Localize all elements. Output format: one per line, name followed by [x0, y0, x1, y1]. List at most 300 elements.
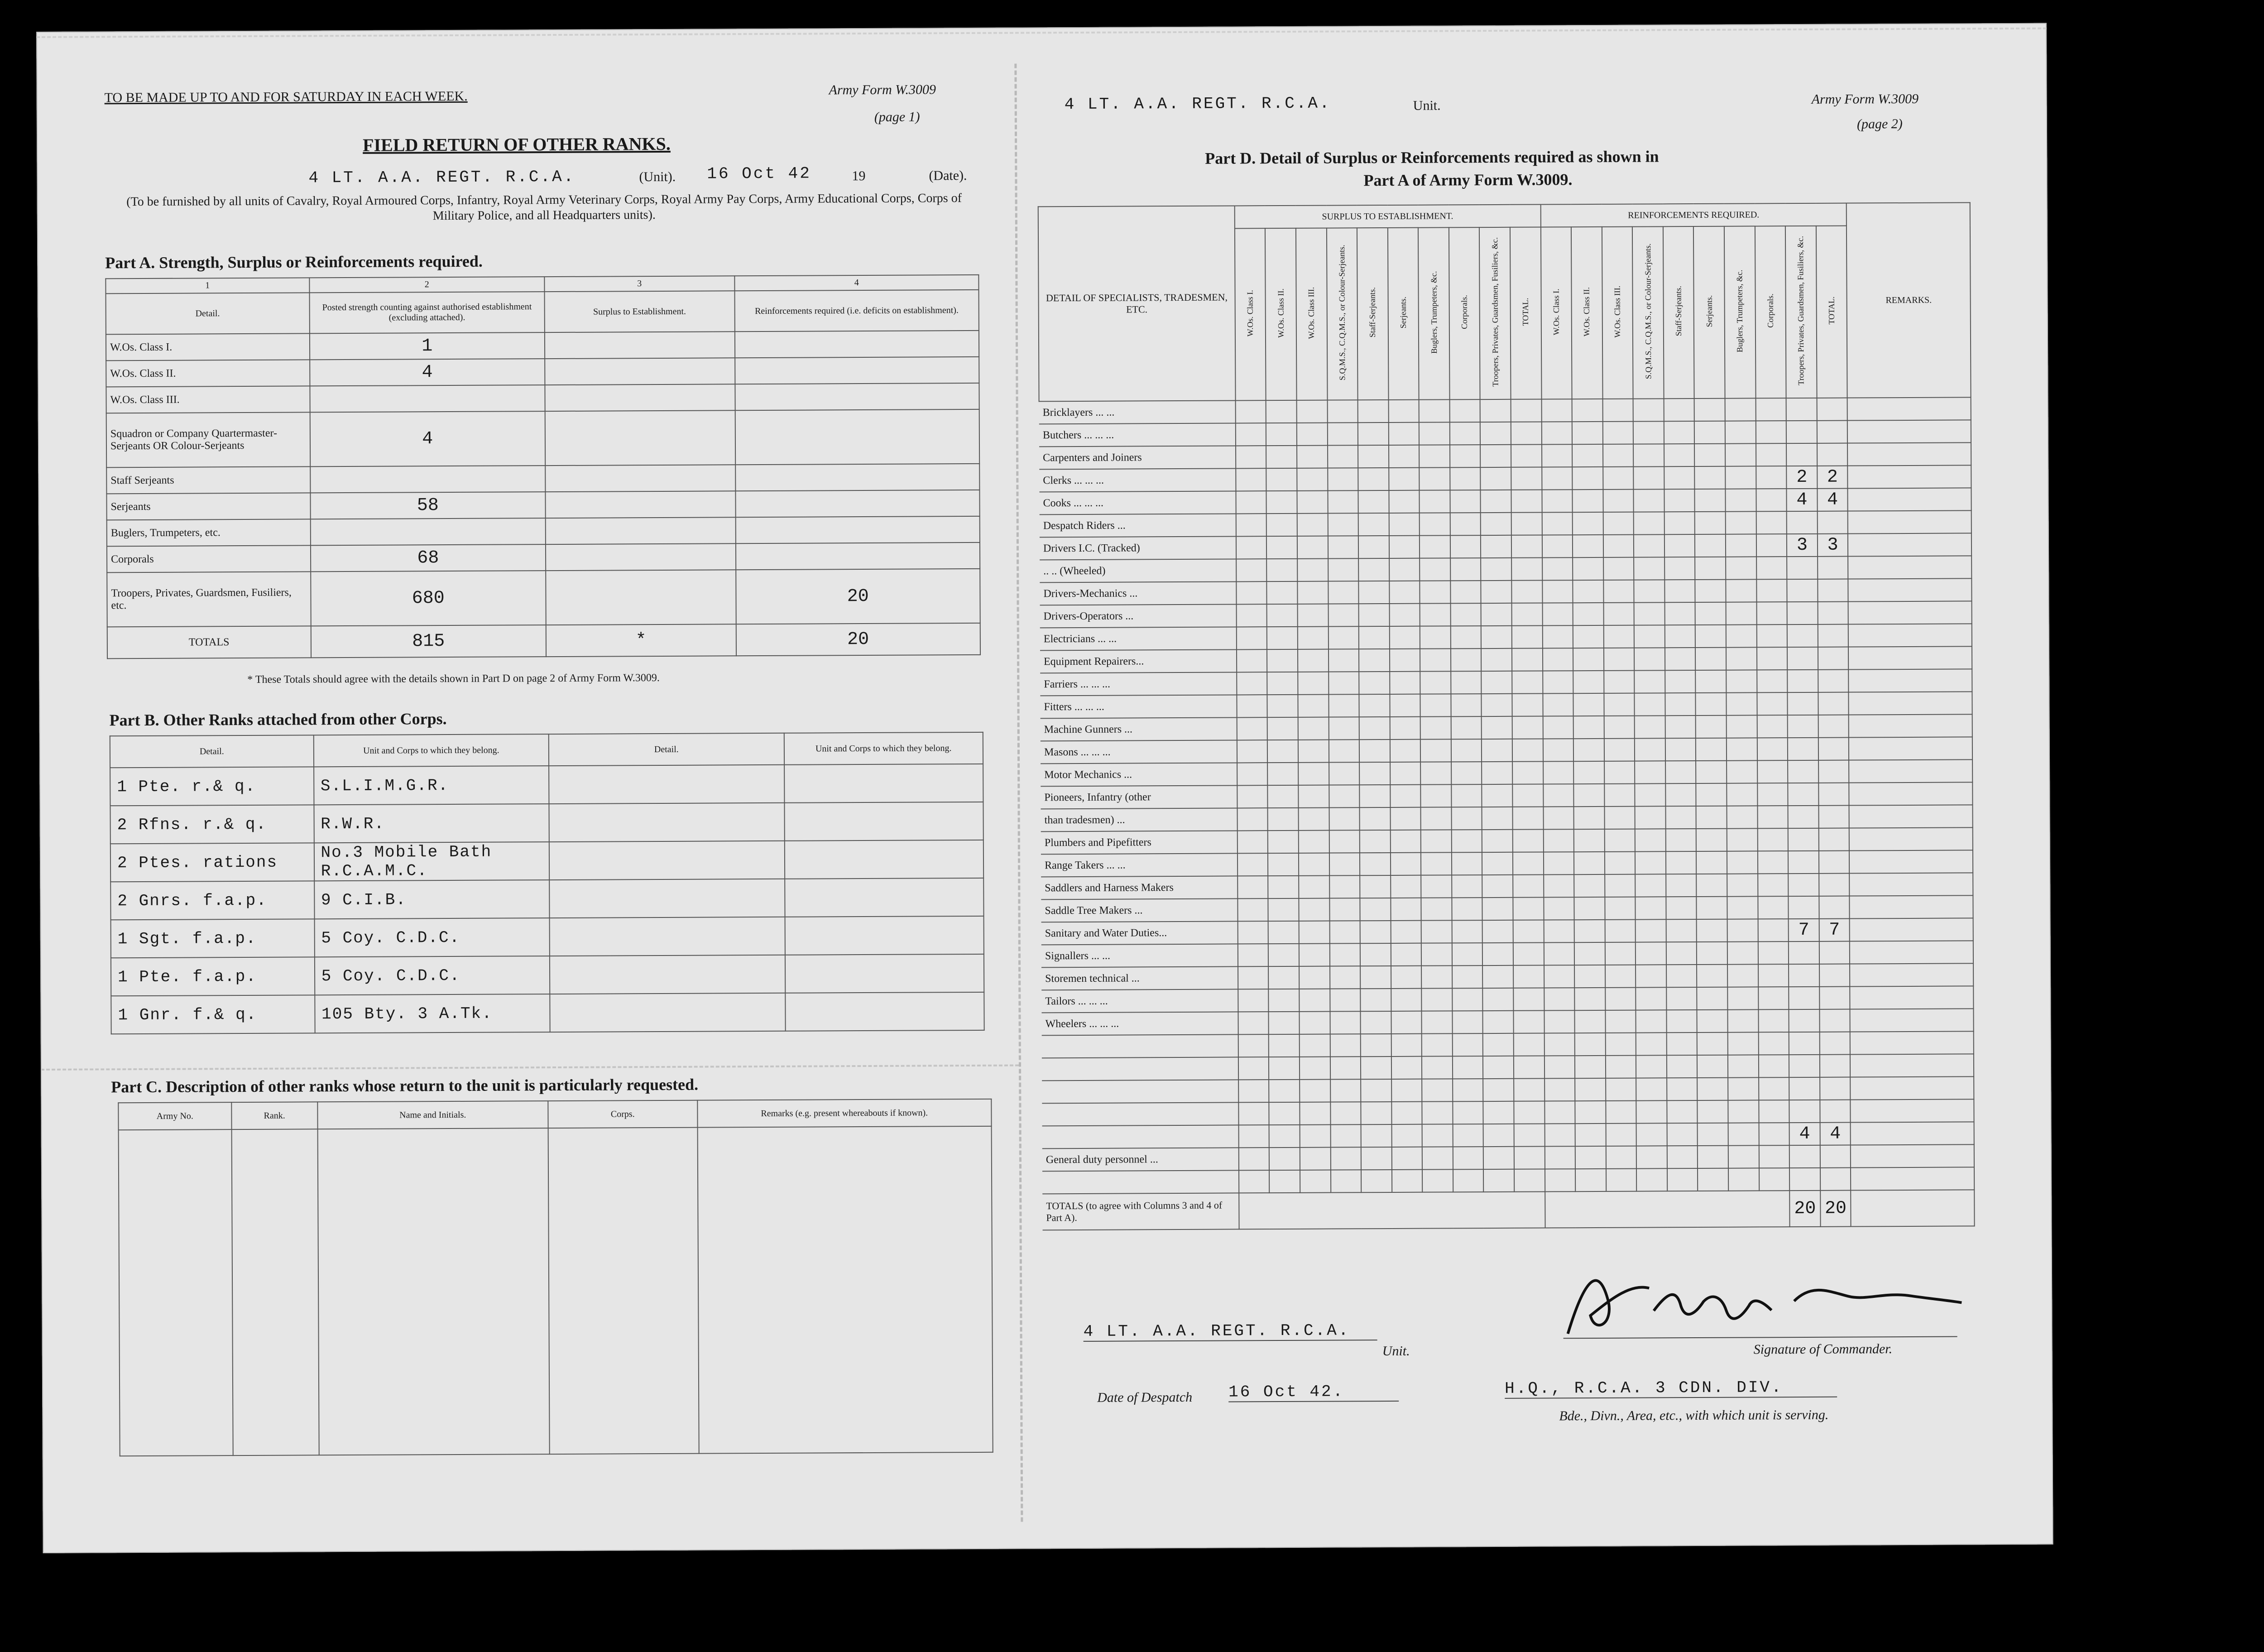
- part-d-empty-cell: [1727, 987, 1758, 1009]
- part-d-empty-cell: [1358, 445, 1389, 468]
- part-a-row: [106, 490, 979, 520]
- part-d-row-label: Equipment Repairers...: [1040, 649, 1237, 673]
- part-a-table: [105, 274, 981, 659]
- col-header-surplus: SURPLUS TO ESTABLISHMENT.: [1234, 205, 1540, 229]
- part-d-subheader-reinf: [1571, 227, 1602, 399]
- part-d-cell-tot: [1818, 557, 1848, 579]
- part-d-empty-cell: [1758, 874, 1789, 896]
- part-d-empty-cell: [1421, 988, 1452, 1011]
- part-d-empty-cell: [1238, 1034, 1269, 1057]
- part-b-cell-unit: R.W.R.: [314, 804, 549, 843]
- part-a-cell-posted: [310, 518, 546, 545]
- part-d-empty-cell: [1238, 1080, 1269, 1102]
- part-d-cell-trp: [1788, 874, 1819, 896]
- part-d-empty-cell: [1482, 807, 1513, 830]
- part-d-empty-cell: [1728, 1032, 1759, 1055]
- part-d-totals-surplus-cells: [1239, 1191, 1545, 1229]
- part-d-empty-cell: [1573, 784, 1604, 807]
- page2-form-number: Army Form W.3009: [1811, 91, 1919, 107]
- part-d-empty-cell: [1756, 624, 1787, 647]
- part-a-title: Part A. Strength, Surplus or Reinforcements required.: [105, 252, 483, 272]
- part-d-empty-cell: [1726, 624, 1757, 647]
- part-d-empty-cell: [1389, 468, 1420, 490]
- part-d-row: [1042, 1031, 1974, 1058]
- part-d-empty-cell: [1236, 581, 1267, 604]
- part-d-empty-cell: [1542, 625, 1573, 648]
- part-d-empty-cell: [1358, 400, 1389, 423]
- part-d-cell-tot: [1818, 738, 1849, 760]
- part-d-empty-cell: [1635, 783, 1666, 806]
- part-d-subheader-reinf: [1602, 227, 1633, 399]
- part-d-empty-cell: [1327, 400, 1358, 423]
- part-d-empty-cell: [1728, 1123, 1759, 1145]
- part-d-empty-cell: [1453, 1147, 1484, 1169]
- part-d-empty-cell: [1419, 467, 1450, 490]
- part-d-empty-cell: [1726, 511, 1756, 534]
- part-d-empty-cell: [1545, 1078, 1575, 1101]
- part-d-empty-cell: [1634, 580, 1665, 602]
- part-a-cell-posted: [310, 466, 546, 493]
- part-d-remarks-cell: [1849, 805, 1973, 828]
- part-d-empty-cell: [1450, 467, 1481, 490]
- part-d-row: [1041, 737, 1972, 764]
- part-a-cell-posted: 4: [310, 359, 545, 386]
- part-d-empty-cell: [1665, 693, 1696, 716]
- part-d-empty-cell: [1727, 760, 1757, 783]
- part-d-empty-cell: [1359, 717, 1390, 740]
- part-d-row-label: Butchers ... ... ...: [1039, 423, 1236, 447]
- part-d-empty-cell: [1329, 694, 1359, 717]
- part-d-cell-trp: [1789, 964, 1819, 987]
- part-d-remarks-cell: [1849, 669, 1972, 692]
- part-d-empty-cell: [1636, 1032, 1667, 1055]
- part-d-empty-cell: [1542, 535, 1573, 557]
- part-d-row-label: Signallers ... ...: [1041, 944, 1238, 967]
- part-d-empty-cell: [1451, 762, 1482, 784]
- part-b-empty-cell: [784, 764, 983, 803]
- part-d-empty-cell: [1574, 920, 1605, 942]
- part-d-cell-tot: [1817, 443, 1848, 466]
- part-d-empty-cell: [1452, 988, 1483, 1011]
- part-d-empty-cell: [1420, 716, 1451, 739]
- part-d-empty-cell: [1389, 581, 1420, 604]
- part-d-empty-cell: [1358, 490, 1389, 513]
- part-d-empty-cell: [1727, 874, 1758, 896]
- part-d-empty-cell: [1268, 966, 1299, 989]
- part-d-empty-cell: [1575, 1033, 1606, 1056]
- part-d-empty-cell: [1634, 602, 1665, 625]
- part-a-row: [107, 569, 980, 627]
- part-d-empty-cell: [1636, 987, 1667, 1010]
- part-d-empty-cell: [1726, 602, 1757, 624]
- part-d-remarks-cell: [1850, 986, 1974, 1009]
- part-d-empty-cell: [1727, 851, 1758, 874]
- form-title: FIELD RETURN OF OTHER RANKS.: [363, 133, 671, 155]
- part-a-cell-posted: 1: [309, 332, 545, 360]
- part-d-row: [1042, 1099, 1974, 1126]
- part-d-empty-cell: [1543, 761, 1574, 784]
- part-d-empty-cell: [1329, 898, 1360, 921]
- part-d-empty-cell: [1574, 988, 1605, 1010]
- part-d-subheader-text: W.Os. Class I.: [1245, 289, 1255, 336]
- part-d-empty-cell: [1667, 1146, 1698, 1168]
- part-d-empty-cell: [1421, 943, 1452, 965]
- part-d-empty-cell: [1420, 671, 1451, 694]
- part-b-empty-cell: [785, 954, 984, 993]
- part-d-empty-cell: [1605, 1033, 1636, 1056]
- part-d-remarks-cell: [1847, 397, 1971, 420]
- part-d-empty-cell: [1758, 896, 1789, 919]
- col-header-detail-specialists: DETAIL OF SPECIALISTS, TRADESMEN, ETC.: [1038, 206, 1236, 401]
- col-number: 2: [309, 277, 545, 293]
- part-d-empty-cell: [1574, 897, 1605, 920]
- part-d-empty-cell: [1542, 580, 1573, 603]
- part-d-subheader-surplus: [1449, 227, 1480, 399]
- part-d-empty-cell: [1360, 966, 1391, 989]
- part-d-empty-cell: [1697, 987, 1728, 1010]
- part-d-empty-cell: [1450, 513, 1481, 535]
- part-d-empty-cell: [1239, 1170, 1270, 1193]
- part-d-empty-cell: [1482, 920, 1513, 943]
- part-d-cell-tot: [1818, 647, 1849, 670]
- part-d-empty-cell: [1298, 649, 1329, 672]
- part-d-empty-cell: [1238, 898, 1268, 921]
- part-d-empty-cell: [1482, 875, 1513, 898]
- part-a-cell-surplus: [546, 570, 736, 625]
- part-d-empty-cell: [1450, 445, 1481, 467]
- part-d-subheader-reinf: [1755, 226, 1786, 398]
- page2-unit-value: 4 LT. A.A. REGT. R.C.A.: [1064, 94, 1331, 114]
- part-a-row: [106, 464, 979, 494]
- col-header-corps: Corps.: [548, 1100, 697, 1128]
- part-a-cell-detail: W.Os. Class III.: [106, 386, 310, 413]
- part-d-empty-cell: [1237, 627, 1267, 649]
- part-d-empty-cell: [1543, 739, 1573, 761]
- part-b-cell-detail: 1 Gnr. f.& q.: [111, 995, 315, 1034]
- part-d-empty-cell: [1299, 831, 1329, 853]
- part-d-empty-cell: [1452, 830, 1482, 852]
- part-d-empty-cell: [1728, 1145, 1759, 1168]
- part-d-cell-trp: [1789, 1168, 1820, 1191]
- date-of-despatch-label: Date of Despatch: [1097, 1389, 1193, 1405]
- part-d-empty-cell: [1727, 941, 1758, 964]
- part-d-empty-cell: [1481, 648, 1512, 671]
- part-d-empty-cell: [1236, 468, 1266, 491]
- part-d-row-label: than tradesmen) ...: [1041, 808, 1238, 831]
- part-d-empty-cell: [1665, 783, 1696, 806]
- signature-unit-label: Unit.: [1382, 1343, 1410, 1359]
- part-d-empty-cell: [1543, 693, 1573, 716]
- part-d-empty-cell: [1389, 626, 1420, 649]
- part-d-empty-cell: [1390, 830, 1421, 853]
- part-d-empty-cell: [1481, 558, 1512, 581]
- part-d-subheader-text: TOTAL.: [1521, 298, 1530, 326]
- part-d-empty-cell: [1269, 1102, 1300, 1125]
- part-d-empty-cell: [1573, 580, 1603, 603]
- part-d-empty-cell: [1266, 423, 1297, 446]
- part-d-empty-cell: [1297, 446, 1328, 468]
- part-a-cell-reinf: [735, 383, 979, 410]
- part-d-empty-cell: [1698, 1123, 1728, 1146]
- part-b-empty-cell: [785, 878, 984, 917]
- part-d-remarks-cell: [1849, 850, 1973, 873]
- part-d-cell-tot: [1818, 783, 1849, 806]
- part-d-empty-cell: [1664, 421, 1695, 444]
- part-d-empty-cell: [1389, 445, 1420, 468]
- part-d-empty-cell: [1391, 1102, 1422, 1124]
- part-d-empty-cell: [1238, 1012, 1269, 1034]
- part-d-empty-cell: [1666, 942, 1697, 965]
- part-d-empty-cell: [1237, 717, 1267, 740]
- part-d-empty-cell: [1727, 919, 1758, 941]
- part-d-row: [1041, 918, 1973, 945]
- part-d-row-label: Electricians ... ...: [1040, 627, 1237, 650]
- part-d-empty-cell: [1482, 830, 1513, 852]
- part-d-cell-trp: [1788, 828, 1819, 851]
- part-d-empty-cell: [1636, 1010, 1667, 1032]
- part-d-empty-cell: [1697, 1010, 1728, 1032]
- part-d-empty-cell: [1636, 1055, 1667, 1078]
- part-d-empty-cell: [1544, 920, 1574, 942]
- part-d-empty-cell: [1697, 1055, 1728, 1078]
- part-d-empty-cell: [1361, 1102, 1391, 1124]
- part-d-cell-trp: [1789, 1077, 1820, 1100]
- part-b-cell-detail: 1 Sgt. f.a.p.: [111, 919, 315, 958]
- col-header-reinforcements: REINFORCEMENTS REQUIRED.: [1540, 203, 1847, 227]
- part-d-empty-cell: [1514, 1078, 1545, 1101]
- part-d-cell-trp: [1788, 692, 1818, 715]
- part-d-empty-cell: [1575, 1146, 1606, 1169]
- part-d-row: [1039, 397, 1971, 424]
- part-d-row: [1039, 420, 1971, 447]
- part-d-empty-cell: [1604, 648, 1635, 671]
- part-d-empty-cell: [1421, 784, 1452, 807]
- part-d-empty-cell: [1666, 897, 1697, 919]
- part-a-cell-detail: Corporals: [107, 545, 311, 572]
- part-d-empty-cell: [1665, 806, 1696, 829]
- part-d-empty-cell: [1329, 740, 1359, 762]
- part-d-empty-cell: [1390, 717, 1420, 740]
- part-d-empty-cell: [1453, 1169, 1484, 1192]
- part-d-cell-trp: [1789, 1009, 1820, 1032]
- part-d-empty-cell: [1756, 466, 1787, 489]
- part-d-totals-troopers: 20: [1789, 1191, 1820, 1227]
- part-d-empty-cell: [1269, 1125, 1300, 1148]
- part-d-empty-cell: [1696, 783, 1727, 806]
- part-d-empty-cell: [1391, 875, 1421, 898]
- part-d-empty-cell: [1420, 648, 1451, 671]
- part-d-empty-cell: [1603, 625, 1634, 648]
- part-d-remarks-cell: [1848, 601, 1972, 624]
- part-d-empty-cell: [1664, 466, 1695, 489]
- col-header-unit-corps: Unit and Corps to which they belong.: [313, 734, 549, 767]
- part-d-empty-cell: [1727, 896, 1758, 919]
- part-d-empty-cell: [1512, 716, 1543, 739]
- part-d-empty-cell: [1422, 1124, 1453, 1147]
- part-d-empty-cell: [1268, 876, 1299, 898]
- part-d-empty-cell: [1298, 740, 1329, 763]
- part-c-empty-cell: [119, 1129, 233, 1456]
- part-b-empty-cell: [549, 803, 785, 842]
- part-d-empty-cell: [1360, 898, 1391, 921]
- part-d-empty-cell: [1664, 399, 1694, 421]
- part-d-empty-cell: [1482, 943, 1513, 965]
- part-d-empty-cell: [1358, 558, 1389, 581]
- part-d-subheader-surplus: [1265, 228, 1296, 400]
- part-d-row: [1041, 895, 1973, 922]
- part-d-empty-cell: [1545, 1169, 1576, 1191]
- part-d-empty-cell: [1238, 921, 1268, 944]
- part-d-empty-cell: [1511, 535, 1542, 558]
- part-d-cell-trp: [1788, 715, 1818, 738]
- part-d-empty-cell: [1451, 694, 1482, 716]
- part-d-empty-cell: [1603, 467, 1634, 490]
- part-d-cell-trp: [1786, 443, 1817, 466]
- unit-value: 4 LT. A.A. REGT. R.C.A.: [308, 167, 576, 187]
- part-d-empty-cell: [1389, 604, 1420, 626]
- signature-unit-value: 4 LT. A.A. REGT. R.C.A.: [1083, 1321, 1377, 1342]
- part-d-empty-cell: [1756, 602, 1787, 624]
- part-d-empty-cell: [1541, 422, 1572, 444]
- part-d-empty-cell: [1573, 490, 1603, 512]
- part-d-empty-cell: [1359, 672, 1390, 694]
- part-d-empty-cell: [1327, 423, 1358, 445]
- col-header-detail: Detail.: [106, 293, 310, 334]
- part-d-empty-cell: [1511, 580, 1542, 603]
- part-d-empty-cell: [1330, 1011, 1361, 1034]
- part-d-empty-cell: [1328, 558, 1359, 581]
- part-d-empty-cell: [1511, 445, 1542, 467]
- part-d-cell-tot: [1819, 964, 1850, 987]
- part-d-empty-cell: [1666, 987, 1697, 1010]
- part-d-empty-cell: [1330, 1034, 1361, 1057]
- part-d-empty-cell: [1388, 423, 1419, 445]
- part-d-totals-total: 20: [1820, 1191, 1851, 1227]
- part-d-empty-cell: [1238, 966, 1269, 989]
- part-d-title: Part D. Detail of Surplus or Reinforcements required as shown in: [1205, 147, 1659, 168]
- part-d-empty-cell: [1451, 807, 1482, 830]
- part-d-cell-trp: [1787, 602, 1818, 624]
- date-of-despatch-value: 16 Oct 42.: [1228, 1382, 1399, 1402]
- part-d-empty-cell: [1266, 536, 1297, 559]
- part-d-empty-cell: [1665, 670, 1696, 693]
- part-d-cell-tot: [1820, 1145, 1851, 1168]
- form-note: (To be furnished by all units of Cavalry, Royal Armoured Corps, Infantry, Royal Army Veterinary Corps, Royal Army Pay Corps, Army Educational Corps, Corps of Military Police, and all Headquarters units).: [126, 191, 962, 223]
- part-d-empty-cell: [1236, 536, 1267, 559]
- part-d-empty-cell: [1695, 534, 1726, 557]
- part-d-empty-cell: [1698, 1078, 1728, 1100]
- part-d-empty-cell: [1636, 1078, 1667, 1100]
- part-d-empty-cell: [1574, 852, 1605, 874]
- part-d-row: [1042, 1122, 1974, 1148]
- part-d-empty-cell: [1633, 399, 1664, 421]
- part-a-cell-detail: Serjeants: [106, 493, 310, 520]
- part-d-empty-cell: [1360, 921, 1391, 943]
- part-d-row: [1040, 669, 1972, 696]
- part-d-empty-cell: [1666, 874, 1697, 897]
- part-d-empty-cell: [1361, 1124, 1392, 1147]
- part-d-cell-tot: [1818, 715, 1849, 738]
- part-d-empty-cell: [1604, 716, 1635, 739]
- part-d-row-label: Range Takers ... ...: [1041, 853, 1238, 877]
- part-d-empty-cell: [1328, 649, 1359, 672]
- part-d-empty-cell: [1269, 1012, 1300, 1034]
- part-d-empty-cell: [1667, 1100, 1698, 1123]
- part-b-cell-unit: 105 Bty. 3 A.Tk.: [315, 994, 550, 1033]
- part-d-cell-tot: [1817, 398, 1847, 421]
- part-d-empty-cell: [1391, 853, 1421, 875]
- part-d-empty-cell: [1330, 966, 1361, 989]
- part-d-cell-trp: [1787, 624, 1818, 647]
- part-d-cell-tot: [1820, 1100, 1851, 1123]
- part-d-empty-cell: [1360, 943, 1391, 966]
- part-d-empty-cell: [1635, 693, 1665, 716]
- part-d-empty-cell: [1757, 670, 1788, 692]
- part-d-row: [1042, 1054, 1974, 1081]
- part-d-cell-tot: [1818, 624, 1849, 647]
- part-d-empty-cell: [1512, 625, 1543, 648]
- part-d-empty-cell: [1602, 399, 1633, 422]
- sheet-top-edge: [36, 28, 2047, 38]
- part-d-empty-cell: [1266, 491, 1297, 514]
- part-d-empty-cell: [1422, 1011, 1453, 1033]
- part-d-subheader-text: Corporals.: [1459, 295, 1469, 330]
- part-d-cell-tot: [1820, 1055, 1851, 1077]
- part-d-empty-cell: [1572, 444, 1603, 467]
- part-d-empty-cell: [1695, 580, 1726, 602]
- part-d-empty-cell: [1482, 762, 1512, 784]
- part-d-row: [1040, 601, 1972, 628]
- part-d-empty-cell: [1420, 513, 1450, 535]
- part-a-cell-posted: 680: [311, 571, 546, 626]
- part-d-empty-cell: [1268, 785, 1299, 808]
- part-d-empty-cell: [1512, 739, 1543, 761]
- part-d-empty-cell: [1634, 534, 1664, 557]
- part-d-empty-cell: [1726, 579, 1756, 602]
- part-d-empty-cell: [1391, 943, 1421, 966]
- header-instruction: TO BE MADE UP TO AND FOR SATURDAY IN EACH WEEK.: [104, 88, 468, 106]
- part-d-empty-cell: [1390, 785, 1421, 807]
- part-d-remarks-cell: [1849, 737, 1972, 760]
- part-d-empty-cell: [1542, 444, 1573, 467]
- part-d-empty-cell: [1420, 762, 1451, 784]
- col-header-remarks: Remarks (e.g. present whereabouts if known).: [697, 1099, 992, 1128]
- part-d-empty-cell: [1235, 400, 1266, 423]
- part-d-empty-cell: [1756, 443, 1787, 466]
- part-d-empty-cell: [1237, 695, 1267, 717]
- part-d-subheader-text: W.Os. Class III.: [1306, 287, 1316, 339]
- part-d-empty-cell: [1606, 1078, 1636, 1101]
- part-a-cell-detail: W.Os. Class II.: [106, 360, 310, 387]
- col-header-reinforcements: Reinforcements required (i.e. deficits on establishment).: [734, 290, 979, 331]
- part-d-empty-cell: [1603, 557, 1634, 580]
- part-d-cell-tot: [1818, 579, 1848, 602]
- part-d-empty-cell: [1236, 559, 1267, 581]
- part-d-empty-cell: [1268, 808, 1299, 831]
- part-d-empty-cell: [1726, 647, 1757, 670]
- part-d-remarks-cell: [1849, 782, 1973, 805]
- part-d-empty-cell: [1725, 421, 1756, 443]
- part-d-cell-trp: 2: [1786, 466, 1817, 489]
- part-b-cell-detail: 2 Rfns. r.& q.: [110, 805, 314, 844]
- part-d-empty-cell: [1329, 785, 1360, 807]
- part-d-empty-cell: [1483, 1056, 1514, 1079]
- part-d-empty-cell: [1664, 534, 1695, 557]
- part-d-empty-cell: [1422, 1169, 1453, 1192]
- part-d-empty-cell: [1297, 423, 1328, 446]
- part-d-empty-cell: [1664, 512, 1695, 534]
- part-d-empty-cell: [1513, 920, 1544, 942]
